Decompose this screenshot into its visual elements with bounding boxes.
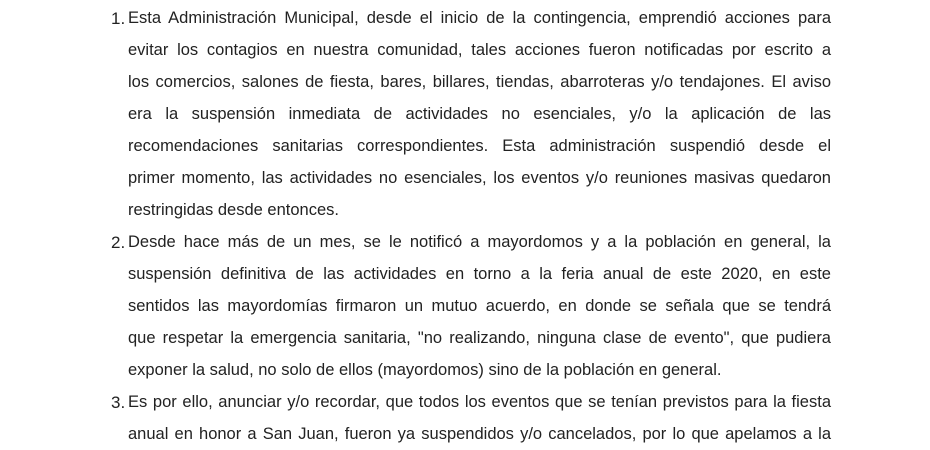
paragraph-line: Esta Administración Municipal, desde el inicio de la contingencia, emprendió acciones para: [128, 9, 831, 27]
paragraph-line: que respetar la emergencia sanitaria, "no realizando, ninguna clase de evento", que pudiera: [128, 329, 831, 347]
paragraph-line: Desde hace más de un mes, se le notificó a mayordomos y a la población en general, la: [128, 233, 831, 251]
paragraph-line: exponer la salud, no solo de ellos (mayordomos) sino de la población en general.: [128, 361, 722, 379]
paragraph-line: anual en honor a San Juan, fueron ya suspendidos y/o cancelados, por lo que apelamos a la: [128, 425, 831, 443]
list-item-number: 2.: [111, 233, 126, 252]
paragraph-line: restringidas desde entonces.: [128, 201, 339, 219]
paragraph-line: evitar los contagios en nuestra comunidad, tales acciones fueron notificadas por escrito a: [128, 41, 831, 59]
paragraph-line: Es por ello, anunciar y/o recordar, que todos los eventos que se tenían previstos para la fiesta: [128, 393, 831, 411]
paragraph-line: recomendaciones sanitarias correspondientes. Esta administración suspendió desde el: [128, 137, 831, 155]
paragraph-line: los comercios, salones de fiesta, bares, billares, tiendas, abarroteras y/o tendajones. El aviso: [128, 73, 831, 91]
paragraph-line: primer momento, las actividades no esenciales, los eventos y/o reuniones masivas quedaron: [128, 169, 831, 187]
list-item-number: 3.: [111, 393, 126, 412]
list-item-number: 1.: [111, 9, 126, 28]
paragraph-line: sentidos las mayordomías firmaron un mutuo acuerdo, en donde se señala que se tendrá: [128, 297, 831, 315]
paragraph-line: era la suspensión inmediata de actividades no esenciales, y/o la aplicación de las: [128, 105, 831, 123]
paragraph-line: suspensión definitiva de las actividades en torno a la feria anual de este 2020, en este: [128, 265, 831, 283]
